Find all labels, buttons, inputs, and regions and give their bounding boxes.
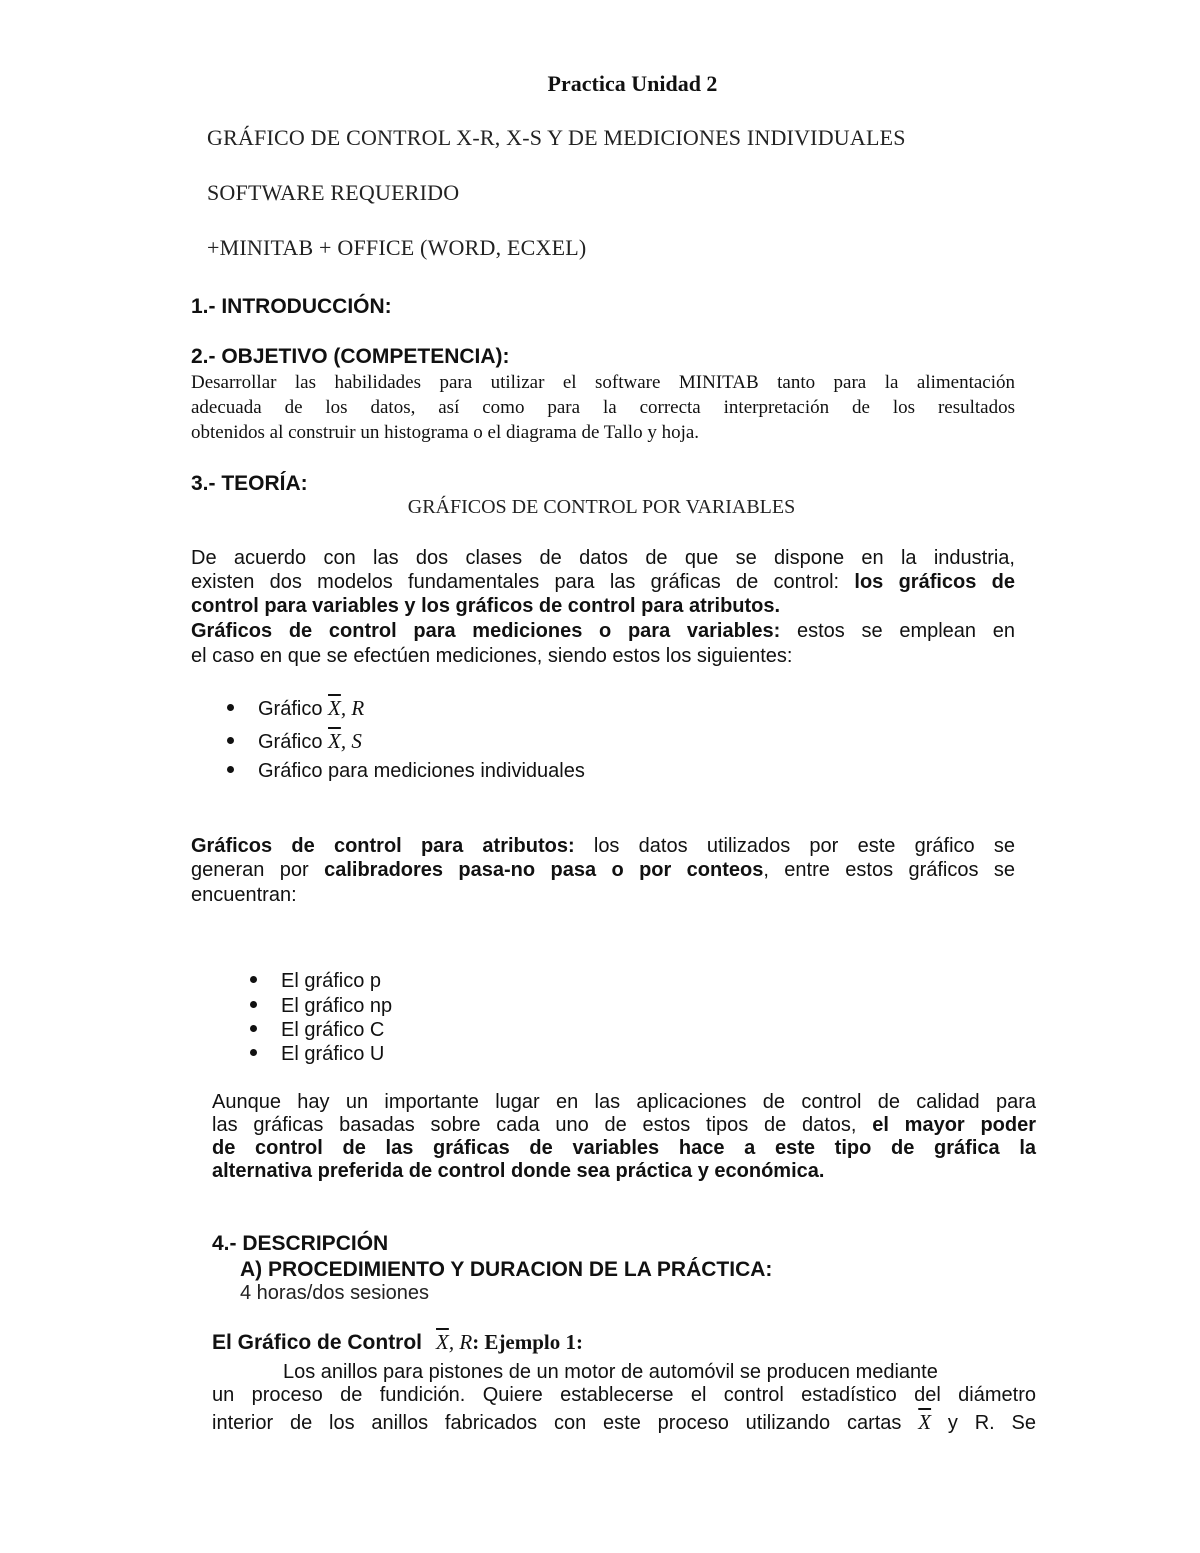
example-heading: El Gráfico de Control $\overline{X}$, R: Ejemplo 1: — [212, 1330, 584, 1354]
math-xbar-s: $\overline{X}$, S — [328, 729, 362, 753]
theory-p1-line-2: existen dos modelos fundamentales para las gráficas de control: los gráficos de — [191, 571, 1015, 593]
bullet-icon — [227, 737, 234, 744]
description-heading: 4.- DESCRIPCIÓN — [212, 1232, 389, 1255]
attributes-p-line-2: generan por calibradores pasa-no pasa o por conteos, entre estos gráficos se — [191, 859, 1016, 881]
example-line-3: interior de los anillos fabricados con este proceso utilizando cartas $\overline{X}$ y R. Se — [212, 1410, 1036, 1434]
attributes-list-item: El gráfico U — [250, 1043, 384, 1066]
bullet-icon — [250, 1001, 257, 1008]
objective-line-2: adecuada de los datos, así como para la correcta interpretación de los resultados — [191, 397, 1015, 418]
header-line-1: GRÁFICO DE CONTROL X-R, X-S Y DE MEDICIONES INDIVIDUALES — [207, 125, 906, 150]
theory-heading: 3.- TEORÍA: — [191, 472, 308, 495]
conclusion-line-2: las gráficas basadas sobre cada uno de estos tipos de datos, el mayor poder — [212, 1114, 1036, 1136]
procedure-text: 4 horas/dos sesiones — [240, 1282, 430, 1304]
attributes-list-item: El gráfico C — [250, 1019, 384, 1042]
conclusion-line-3: de control de las gráficas de variables hace a este tipo de gráfica la — [212, 1137, 1036, 1159]
conclusion-line-4: alternativa preferida de control donde sea práctica y económica. — [212, 1160, 825, 1182]
page-title: Practica Unidad 2 — [547, 71, 718, 96]
theory-p1-line-3: control para variables y los gráficos de control para atributos. — [191, 595, 781, 617]
variables-list-item: Gráfico $\overline{X}$, S — [227, 729, 362, 754]
variables-list-item: Gráfico para mediciones individuales — [227, 760, 585, 783]
procedure-heading: A) PROCEDIMIENTO Y DURACION DE LA PRÁCTICA: — [240, 1258, 773, 1281]
variables-list-item: Gráfico $\overline{X}$, R — [227, 696, 364, 721]
objective-line-3: obtenidos al construir un histograma o el diagrama de Tallo y hoja. — [191, 422, 700, 443]
example-line-2: un proceso de fundición. Quiere establecerse el control estadístico del diámetro — [212, 1384, 1036, 1406]
header-line-2: SOFTWARE REQUERIDO — [207, 180, 460, 205]
attributes-p-line-1: Gráficos de control para atributos: los datos utilizados por este gráfico se — [191, 835, 1015, 857]
attributes-list-item: El gráfico np — [250, 995, 392, 1018]
bullet-icon — [227, 704, 234, 711]
theory-subtitle: GRÁFICOS DE CONTROL POR VARIABLES — [407, 496, 796, 518]
objective-line-1: Desarrollar las habilidades para utilizar el software MINITAB tanto para la alimentación — [191, 372, 1015, 393]
attributes-p-line-3: encuentran: — [191, 884, 297, 906]
math-xbar: $\overline{X}$ — [918, 1410, 932, 1434]
bullet-icon — [250, 976, 257, 983]
theory-p1-line-1: De acuerdo con las dos clases de datos de que se dispone en la industria, — [191, 547, 1015, 569]
example-line-1: Los anillos para pistones de un motor de automóvil se producen mediante — [283, 1361, 938, 1383]
intro-heading: 1.- INTRODUCCIÓN: — [191, 295, 392, 318]
header-line-3: +MINITAB + OFFICE (WORD, ECXEL) — [207, 235, 587, 260]
bullet-icon — [250, 1025, 257, 1032]
theory-p1-line-4: Gráficos de control para mediciones o para variables: estos se emplean en — [191, 620, 1015, 642]
math-xbar-r: $\overline{X}$, R — [328, 696, 365, 720]
bullet-icon — [227, 766, 234, 773]
bullet-icon — [250, 1049, 257, 1056]
attributes-list-item: El gráfico p — [250, 970, 381, 993]
conclusion-line-1: Aunque hay un importante lugar en las aplicaciones de control de calidad para — [212, 1091, 1036, 1113]
theory-p1-line-5: el caso en que se efectúen mediciones, siendo estos los siguientes: — [191, 645, 793, 667]
objective-heading: 2.- OBJETIVO (COMPETENCIA): — [191, 345, 510, 368]
math-xbar-r: $\overline{X}$, R — [436, 1330, 473, 1354]
